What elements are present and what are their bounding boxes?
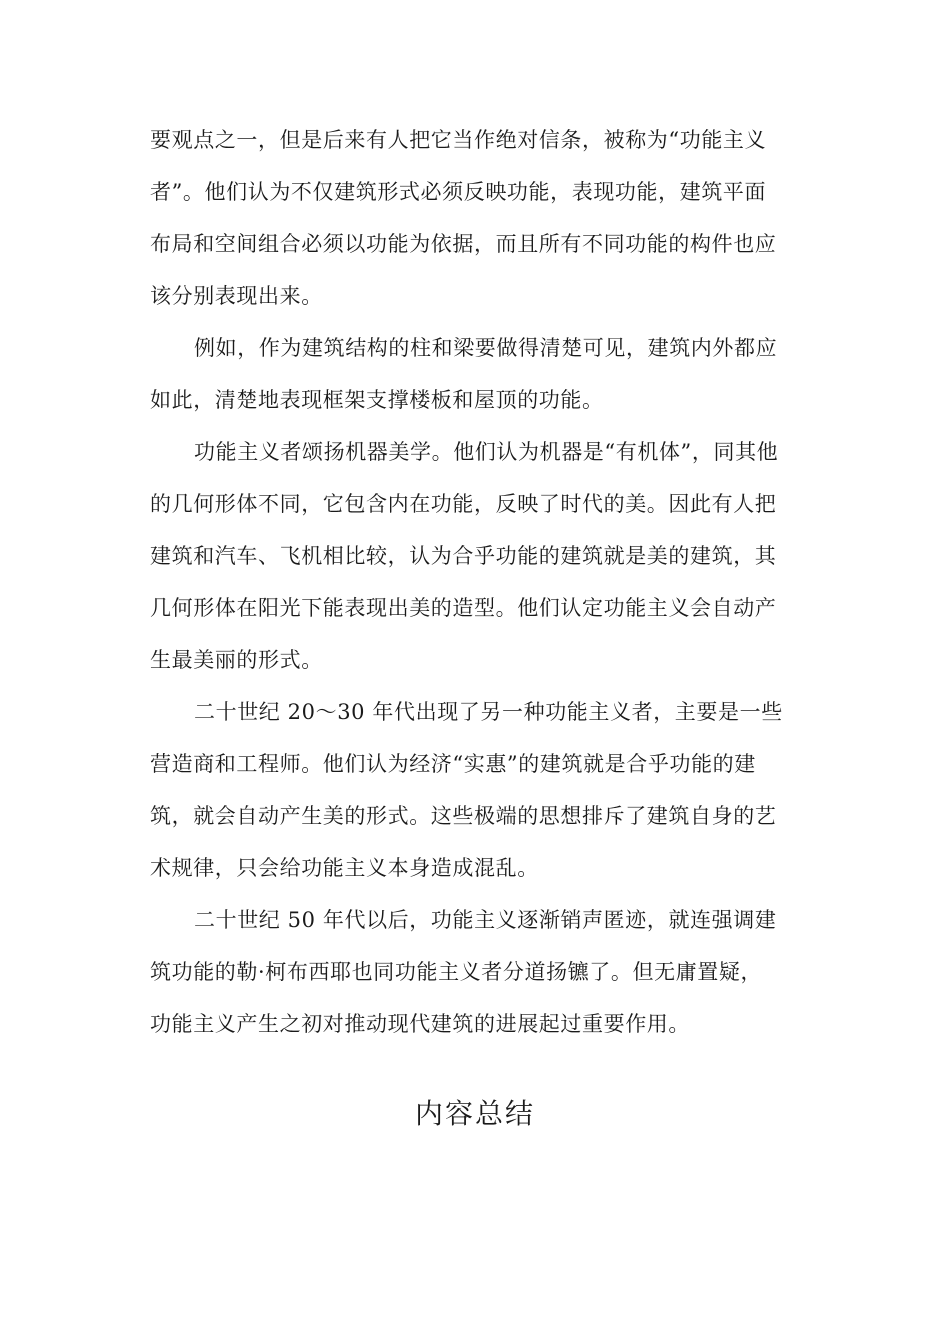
text-line: 的几何形体不同，它包含内在功能，反映了时代的美。因此有人把	[150, 492, 777, 516]
text-line: 营造商和工程师。他们认为经济“实惠”的建筑就是合乎功能的建	[150, 752, 756, 776]
text-line: 二十世纪 20～30 年代出现了另一种功能主义者，主要是一些	[194, 700, 783, 724]
text-line: 筑功能的勒·柯布西耶也同功能主义者分道扬镳了。但无庸置疑，	[150, 960, 763, 984]
text-line: 者”。他们认为不仅建筑形式必须反映功能，表现功能，建筑平面	[150, 180, 767, 204]
summary-heading: 内容总结	[414, 1097, 535, 1130]
paragraph	[150, 686, 800, 894]
text-line: 几何形体在阳光下能表现出美的造型。他们认定功能主义会自动产	[150, 596, 777, 620]
paragraph	[150, 894, 800, 1050]
text-line: 如此，清楚地表现框架支撑楼板和屋顶的功能。	[150, 388, 604, 412]
text-line: 建筑和汽车、飞机相比较，认为合乎功能的建筑就是美的建筑，其	[150, 544, 777, 568]
text-line: 二十世纪 50 年代以后，功能主义逐渐销声匿迹，就连强调建	[194, 908, 777, 932]
text-line: 例如，作为建筑结构的柱和梁要做得清楚可见，建筑内外都应	[194, 336, 778, 360]
text-line: 布局和空间组合必须以功能为依据，而且所有不同功能的构件也应	[150, 232, 777, 256]
text-line: 功能主义产生之初对推动现代建筑的进展起过重要作用。	[150, 1012, 690, 1036]
paragraph	[150, 426, 800, 686]
text-line: 该分别表现出来。	[150, 284, 323, 308]
text-line: 功能主义者颂扬机器美学。他们认为机器是“有机体”，同其他	[194, 440, 779, 464]
text-line: 术规律，只会给功能主义本身造成混乱。	[150, 856, 539, 880]
text-line: 生最美丽的形式。	[150, 648, 323, 672]
paragraph	[150, 322, 800, 426]
text-line: 要观点之一，但是后来有人把它当作绝对信条，被称为“功能主义	[150, 128, 767, 152]
document-body	[150, 114, 800, 1050]
text-line: 筑，就会自动产生美的形式。这些极端的思想排斥了建筑自身的艺	[150, 804, 777, 828]
paragraph	[150, 114, 800, 322]
